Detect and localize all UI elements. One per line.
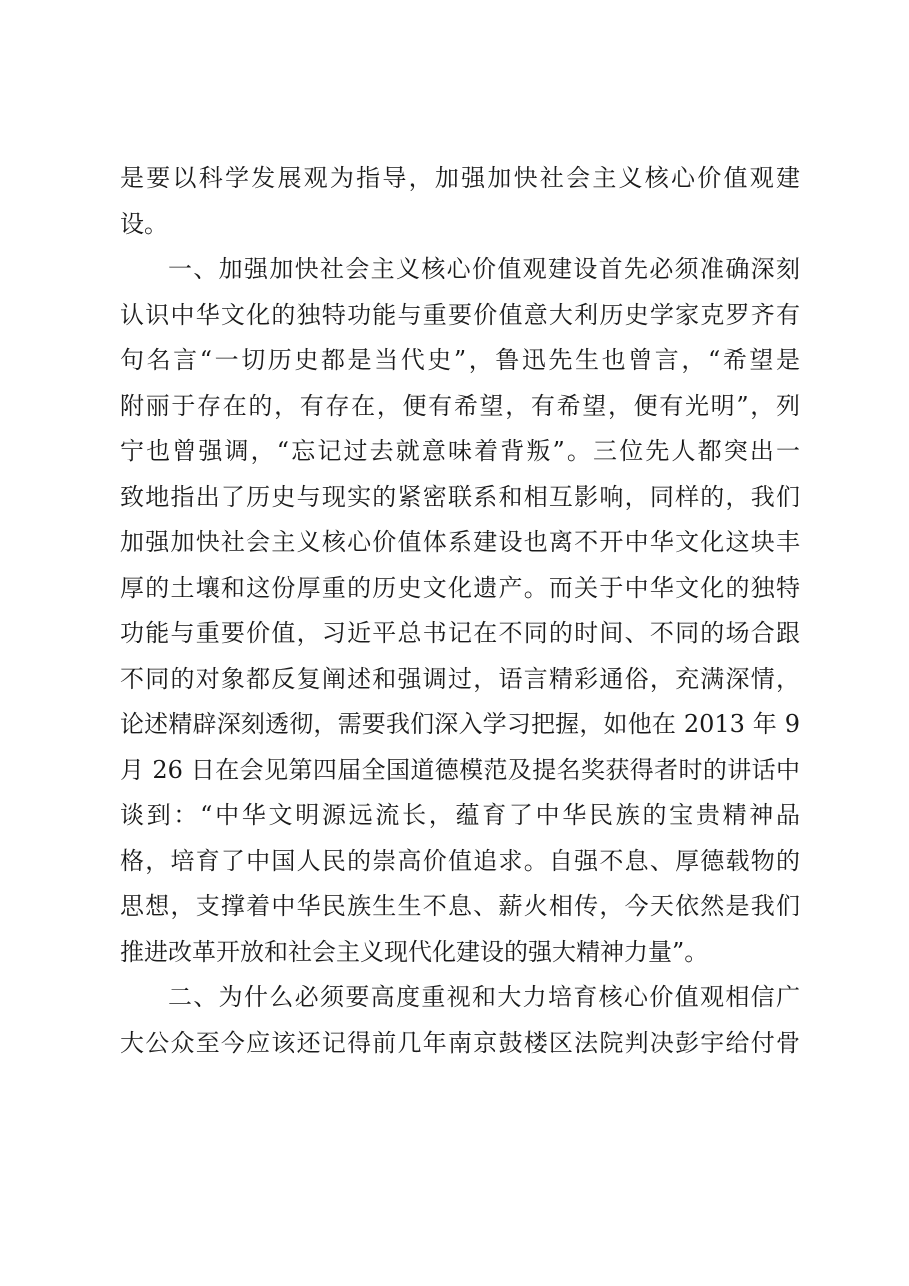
text-line: 思想，支撑着中华民族生生不息、薪火相传，今天依然是我们 [120,892,800,920]
text-line: 推进改革开放和社会主义现代化建设的强大精神力量”。 [120,937,709,966]
text-line: 认识中华文化的独特功能与重要价值意大利历史学家克罗齐有 [120,300,800,329]
text-line: 论述精辟深刻透彻，需要我们深入学习把握，如他在 2013 年 9 [120,710,800,738]
text-line: 加强加快社会主义核心价值体系建设也离不开中华文化这块丰 [120,528,800,556]
text-line: 格，培育了中国人民的崇高价值追求。自强不息、厚德载物的 [120,846,800,875]
text-line: 致地指出了历史与现实的紧密联系和相互影响，同样的，我们 [120,482,800,511]
text-line: 是要以科学发展观为指导，加强加快社会主义核心价值观建 [120,164,800,192]
text-line: 月 26 日在会见第四届全国道德模范及提名奖获得者时的讲话中 [120,755,800,784]
text-line: 大公众至今应该还记得前几年南京鼓楼区法院判决彭宇给付骨 [120,1028,800,1057]
text-line: 句名言“一切历史都是当代史”，鲁迅先生也曾言，“希望是 [120,346,800,374]
text-line: 宁也曾强调，“忘记过去就意味着背叛”。三位先人都突出一 [120,437,800,465]
paragraph-start-line: 一、加强加快社会主义核心价值观建设首先必须准确深刻 [168,255,800,283]
text-line: 不同的对象都反复阐述和强调过，语言精彩通俗，充满深情， [120,664,800,693]
text-line: 附丽于存在的，有存在，便有希望，有希望，便有光明”，列 [120,391,800,420]
document-body [120,156,800,1066]
text-line: 功能与重要价值，习近平总书记在不同的时间、不同的场合跟 [120,619,800,647]
text-line: 谈到：“中华文明源远流长，蕴育了中华民族的宝贵精神品 [120,801,800,829]
paragraph-start-line: 二、为什么必须要高度重视和大力培育核心价值观相信广 [168,983,800,1011]
text-line: 设。 [120,209,168,238]
text-line: 厚的土壤和这份厚重的历史文化遗产。而关于中华文化的独特 [120,573,800,602]
